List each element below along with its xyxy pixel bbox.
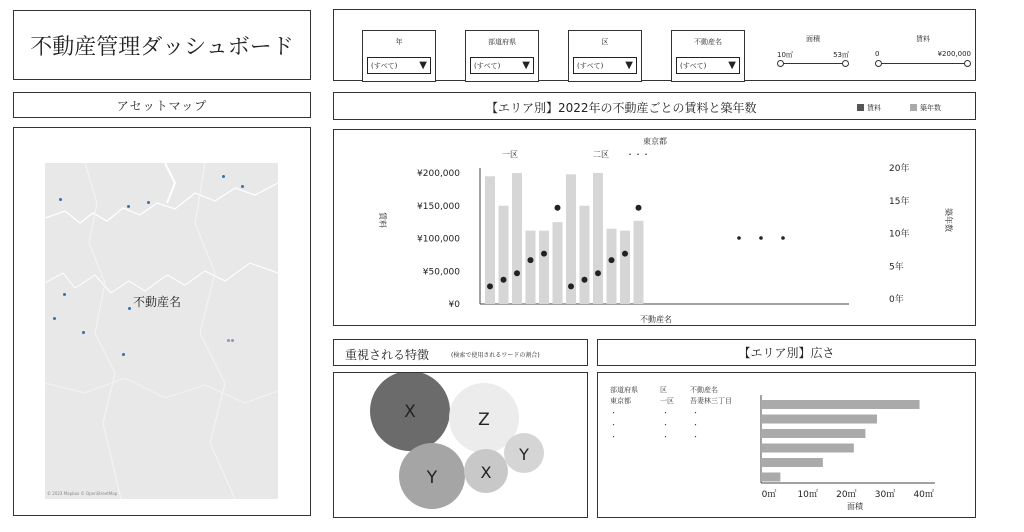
- filter-year-select[interactable]: [367, 57, 431, 74]
- features-subtitle: (検索で使用されるワードの割合): [451, 352, 540, 359]
- y2-tick-label: 5年: [889, 262, 904, 273]
- y-axis-label: 賃料: [378, 212, 387, 228]
- chart-subgroup-label: 二区: [593, 150, 609, 159]
- area-bar: [761, 429, 865, 438]
- legend-label-rent: 賃料: [867, 104, 881, 112]
- map-marker[interactable]: [147, 201, 150, 204]
- asset-map[interactable]: [45, 163, 278, 499]
- area-bar: [761, 473, 780, 482]
- map-marker[interactable]: [122, 353, 125, 356]
- area-bar: [761, 415, 877, 424]
- area-x-tick-label: 10㎡: [797, 490, 818, 500]
- rent-bar: [580, 206, 590, 304]
- feature-bubble-label: X: [480, 463, 492, 482]
- area-chart: [598, 373, 975, 517]
- asset-map-panel: [13, 127, 311, 516]
- map-marker[interactable]: [128, 307, 131, 310]
- age-point: [622, 251, 628, 257]
- age-point: [487, 283, 493, 289]
- area-row-cell: 一区: [660, 397, 674, 405]
- area-row-dot: ・: [692, 421, 699, 429]
- filter-bar: [333, 9, 976, 81]
- filter-year-value: (すべて): [371, 61, 398, 70]
- dropdown-arrow-icon: ▼: [625, 60, 633, 71]
- area-row-dot: ・: [662, 421, 669, 429]
- area-chart-title-box: [597, 339, 976, 366]
- filter-prefecture: [465, 30, 539, 82]
- chart-subgroup-label: ・・・: [626, 150, 650, 159]
- filter-ward-label: 区: [601, 38, 609, 46]
- map-center-label: 不動産名: [133, 295, 182, 309]
- ellipsis-dot: [737, 236, 741, 240]
- area-col-header: 区: [660, 386, 667, 394]
- rent-chart-title-box: [333, 92, 976, 120]
- area-bar: [761, 400, 920, 409]
- filter-prefecture-label: 部道府県: [488, 38, 516, 46]
- filter-prefecture-value: (すべて): [474, 61, 501, 70]
- area-chart-title: 【エリア別】広さ: [738, 346, 835, 360]
- y2-tick-label: 15年: [889, 196, 910, 207]
- age-point: [528, 257, 534, 263]
- filter-year: [362, 30, 436, 82]
- rent-bar: [634, 221, 644, 304]
- rent-bar: [553, 222, 563, 304]
- slider-rent-track[interactable]: [877, 63, 969, 64]
- map-marker[interactable]: [227, 339, 230, 342]
- y-tick-label: ¥0: [448, 300, 460, 310]
- area-x-tick-label: 30㎡: [874, 490, 896, 500]
- slider-rent-min: 0: [875, 50, 880, 58]
- age-point: [555, 205, 561, 211]
- area-col-header: 不動産名: [690, 386, 718, 394]
- slider-area-label: 面積: [806, 35, 820, 43]
- slider-rent-max: ¥200,000: [937, 50, 971, 58]
- age-point: [541, 251, 547, 257]
- legend-label-age: 築年数: [920, 104, 941, 112]
- map-attribution: © 2023 Mapbox © OpenStreetMap: [47, 491, 118, 496]
- rent-bar: [607, 229, 617, 304]
- age-point: [595, 270, 601, 276]
- features-panel: [333, 372, 588, 518]
- filter-ward-select[interactable]: [573, 57, 637, 74]
- age-point: [514, 270, 520, 276]
- rent-chart: [334, 130, 975, 325]
- filter-property-label: 不動産名: [694, 38, 722, 46]
- dropdown-arrow-icon: ▼: [419, 60, 427, 71]
- map-marker[interactable]: [222, 175, 225, 178]
- map-marker[interactable]: [53, 317, 56, 320]
- chart-group-label: 東京都: [643, 137, 667, 146]
- age-point: [636, 205, 642, 211]
- rent-bar: [539, 231, 549, 304]
- area-row-dot: ・: [610, 433, 617, 441]
- map-marker[interactable]: [231, 339, 234, 342]
- y-tick-label: ¥100,000: [417, 234, 460, 245]
- slider-area-max: 53㎡: [833, 51, 849, 59]
- features-title: 重視される特徴: [345, 348, 430, 362]
- rent-bar: [512, 173, 522, 304]
- asset-map-title: アセットマップ: [116, 98, 208, 113]
- map-marker[interactable]: [63, 293, 66, 296]
- area-x-tick-label: 40㎡: [913, 490, 934, 500]
- dashboard-title-box: [13, 10, 311, 80]
- slider-area: [777, 34, 849, 74]
- area-row-dot: ・: [662, 433, 669, 441]
- slider-area-min: 10㎡: [777, 51, 793, 59]
- age-point: [582, 277, 588, 283]
- slider-rent-max-handle[interactable]: [964, 60, 971, 67]
- slider-rent-min-handle[interactable]: [875, 60, 882, 67]
- y2-tick-label: 20年: [889, 164, 910, 174]
- ellipsis-dot: [759, 236, 763, 240]
- area-row-dot: ・: [662, 409, 669, 417]
- slider-area-track[interactable]: [779, 63, 847, 64]
- area-row-cell: 東京都: [610, 397, 631, 405]
- feature-bubble-label: Y: [426, 468, 438, 488]
- slider-area-min-handle[interactable]: [777, 60, 784, 67]
- dashboard-title: 不動産管理ダッシュボード: [30, 34, 294, 60]
- legend-swatch-rent: [857, 104, 864, 111]
- filter-ward: [568, 30, 642, 82]
- map-marker[interactable]: [241, 185, 244, 188]
- map-terrain: [45, 163, 278, 499]
- feature-bubble-label: X: [404, 402, 416, 422]
- area-x-tick-label: 0㎡: [761, 490, 777, 500]
- filter-property-value: (すべて): [680, 61, 707, 70]
- area-row-dot: ・: [610, 421, 617, 429]
- chart-subgroup-label: 一区: [502, 150, 518, 159]
- filter-property-select[interactable]: [676, 57, 740, 74]
- age-point: [568, 283, 574, 289]
- slider-area-max-handle[interactable]: [842, 60, 849, 67]
- area-row-cell: 吾妻林三丁目: [690, 397, 732, 405]
- age-point: [609, 257, 615, 263]
- map-marker[interactable]: [127, 205, 130, 208]
- dropdown-arrow-icon: ▼: [522, 60, 530, 71]
- y2-tick-label: 0年: [889, 295, 904, 305]
- filter-property: [671, 30, 745, 82]
- rent-chart-title: 【エリア別】2022年の不動産ごとの賃料と築年数: [486, 101, 757, 115]
- area-row-dot: ・: [692, 433, 699, 441]
- features-bubbles: [334, 373, 587, 517]
- filter-year-label: 年: [395, 38, 403, 46]
- area-x-axis-label: 面積: [847, 502, 863, 511]
- map-marker[interactable]: [59, 198, 62, 201]
- y-tick-label: ¥150,000: [417, 201, 460, 212]
- y-tick-label: ¥50,000: [422, 267, 460, 278]
- map-marker[interactable]: [82, 331, 85, 334]
- age-point: [501, 277, 507, 283]
- legend-swatch-age: [910, 104, 917, 111]
- area-bar: [761, 444, 854, 453]
- area-x-tick-label: 20㎡: [836, 490, 857, 500]
- features-title-box: [333, 339, 588, 366]
- area-bar: [761, 458, 823, 467]
- filter-prefecture-select[interactable]: [470, 57, 534, 74]
- feature-bubble-label: Z: [478, 410, 490, 430]
- slider-rent: [875, 34, 971, 74]
- dropdown-arrow-icon: ▼: [728, 60, 736, 71]
- area-row-dot: ・: [610, 409, 617, 417]
- rent-bar: [499, 206, 509, 304]
- rent-bar: [620, 231, 630, 304]
- ellipsis-dot: [781, 236, 785, 240]
- y2-tick-label: 10年: [889, 229, 910, 240]
- y-tick-label: ¥200,000: [417, 169, 460, 179]
- area-col-header: 部道府県: [610, 386, 638, 394]
- rent-chart-panel: [333, 129, 976, 326]
- area-row-dot: ・: [692, 409, 699, 417]
- y2-axis-label: 築年数: [944, 208, 953, 232]
- asset-map-title-box: [13, 92, 311, 118]
- rent-bar: [593, 173, 603, 304]
- x-axis-label: 不動産名: [640, 315, 672, 324]
- slider-rent-label: 賃料: [916, 35, 930, 43]
- area-chart-panel: [597, 372, 976, 518]
- filter-ward-value: (すべて): [577, 61, 604, 70]
- feature-bubble-label: Y: [519, 445, 529, 464]
- rent-bar: [526, 231, 536, 304]
